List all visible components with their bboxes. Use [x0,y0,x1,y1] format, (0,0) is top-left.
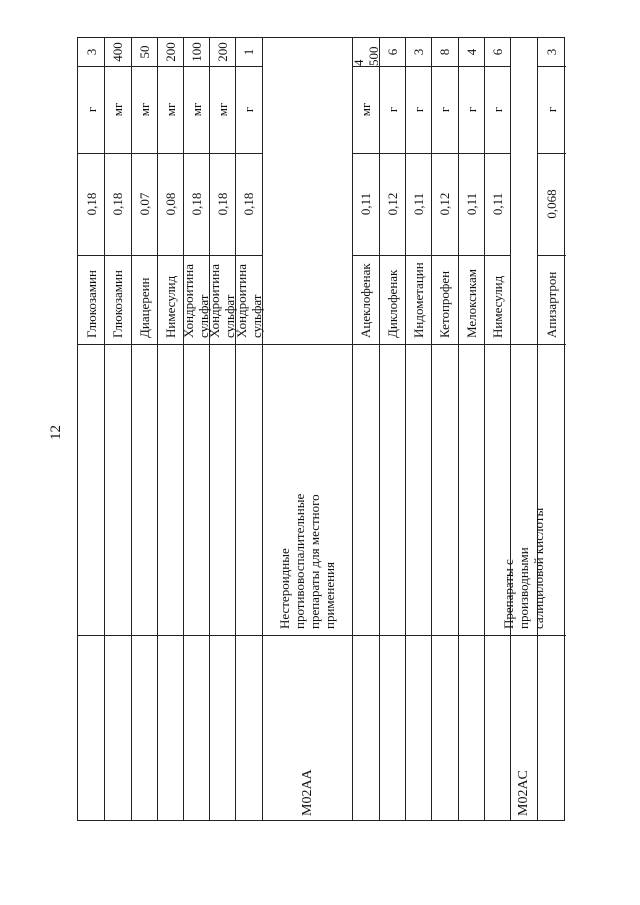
cell-text: 0,11 [489,192,505,216]
cell-text: мг [358,102,373,117]
cell-unit [131,66,157,153]
cell-coefficient [458,153,484,255]
cell-text: Глюкозамин [83,270,99,338]
cell-coefficient [537,153,566,255]
column-divider [235,635,262,636]
cell-group [262,38,352,635]
cell-text: Ацеклофенак [358,263,373,338]
column-divider [78,635,104,636]
column-divider [78,344,104,345]
cell-text: 0,18 [241,192,256,216]
cell-text: 0,12 [437,192,452,216]
cell-unit [183,66,209,153]
cell-coefficient [235,153,262,255]
cell-text: Глюкозамин [110,270,125,338]
column-divider [379,344,405,345]
column-divider [352,344,379,345]
cell-coefficient [104,153,131,255]
cell-text: 100 [188,42,204,62]
cell-text: 0,12 [384,192,400,216]
cell-text: 6 [489,48,505,56]
cell-unit [379,66,405,153]
drug-table [77,37,565,821]
cell-substance [405,255,431,344]
cell-text: Препараты с производными салициловой кислоты [501,507,546,629]
column-divider [209,344,235,345]
cell-dose [484,38,510,66]
column-divider [537,344,566,345]
column-divider [131,344,157,345]
cell-text: 0,18 [110,192,125,216]
cell-text: Кетопрофен [437,270,452,338]
cell-text: 0,068 [544,189,559,219]
cell-text: 8 [437,48,452,56]
cell-unit [431,66,458,153]
cell-coefficient [405,153,431,255]
cell-text: 0,11 [410,192,426,216]
column-divider [183,635,209,636]
cell-text: 1 [241,48,256,56]
column-divider [405,635,431,636]
cell-dose [405,38,431,66]
cell-unit [352,66,379,153]
column-divider [458,635,484,636]
cell-dose [157,38,183,66]
cell-coefficient [183,153,209,255]
cell-substance [131,255,157,344]
column-divider [157,344,183,345]
cell-coefficient [379,153,405,255]
cell-text: 6 [384,48,400,56]
cell-text: 200 [162,42,178,62]
cell-substance [484,255,510,344]
column-divider [484,635,510,636]
cell-coefficient [131,153,157,255]
cell-text: 0,11 [463,192,479,216]
cell-dose [183,38,209,66]
column-divider [104,635,131,636]
cell-unit [537,66,566,153]
cell-unit [78,66,104,153]
cell-text: г [241,106,256,113]
cell-text: г [437,106,452,113]
cell-text: 0,07 [136,192,152,216]
cell-text: г [384,106,400,113]
cell-code [262,635,352,822]
cell-substance [352,255,379,344]
cell-unit [458,66,484,153]
column-divider [183,344,209,345]
cell-text: 200 [214,42,230,62]
cell-dose [235,38,262,66]
cell-coefficient [209,153,235,255]
cell-text: Диацереин [136,277,152,338]
cell-dose [78,38,104,66]
cell-text: Мелоксикам [463,269,479,338]
column-divider [352,635,379,636]
cell-substance [537,255,566,344]
cell-text: 50 [136,45,152,59]
cell-substance [209,255,235,344]
column-divider [131,635,157,636]
cell-text: г [83,106,99,113]
cell-text: 4 [463,48,479,56]
cell-dose [431,38,458,66]
cell-text: Нимесулид [489,275,505,338]
cell-text: г [489,106,505,113]
cell-substance [78,255,104,344]
cell-text: 0,18 [83,192,99,216]
cell-text: г [544,106,559,113]
cell-text: мг [214,102,230,117]
column-divider [379,635,405,636]
cell-text: 3 [410,48,426,56]
cell-text: мг [110,102,125,117]
cell-substance [379,255,405,344]
column-divider [458,344,484,345]
cell-substance [183,255,209,344]
cell-text: мг [188,102,204,117]
cell-text: Апизартрон [544,271,559,338]
cell-dose [352,38,379,66]
cell-text: Нимесулид [162,275,178,338]
cell-text: 3 [83,48,99,56]
cell-text: Хондроитина сульфат [181,264,211,338]
cell-unit [209,66,235,153]
cell-substance [235,255,262,344]
cell-text: 0,11 [358,192,373,216]
cell-group [501,38,546,635]
column-divider [405,344,431,345]
cell-coefficient [431,153,458,255]
cell-text: 4 500 [350,46,381,66]
page-number [44,420,68,444]
cell-coefficient [157,153,183,255]
cell-text: мг [136,102,152,117]
cell-coefficient [484,153,510,255]
cell-text: г [463,106,479,113]
cell-text: 0,08 [162,192,178,216]
cell-text: Нестероидные противовоспалительные препараты для местного применения [277,493,337,629]
cell-dose [537,38,566,66]
column-divider [537,635,566,636]
cell-text: M02AA [299,769,315,816]
column-divider [209,635,235,636]
cell-text: мг [162,102,178,117]
cell-code [510,635,537,822]
cell-dose [104,38,131,66]
column-divider [484,344,510,345]
cell-text: Индометацин [410,262,426,338]
cell-substance [431,255,458,344]
cell-unit [104,66,131,153]
cell-text: M02AC [516,770,531,816]
cell-substance [157,255,183,344]
cell-text: Хондроитина сульфат [207,264,237,338]
cell-unit [405,66,431,153]
cell-unit [235,66,262,153]
column-divider [104,344,131,345]
cell-coefficient [352,153,379,255]
cell-unit [157,66,183,153]
column-divider [431,635,458,636]
cell-substance [104,255,131,344]
cell-dose [458,38,484,66]
cell-coefficient [78,153,104,255]
cell-text: 0,18 [214,192,230,216]
column-divider [431,344,458,345]
column-divider [157,635,183,636]
cell-text: г [410,106,426,113]
cell-text: 400 [110,42,125,62]
cell-text: 3 [544,48,559,56]
cell-text: 0,18 [188,192,204,216]
cell-substance [458,255,484,344]
cell-dose [379,38,405,66]
cell-text: Диклофенак [384,269,400,338]
cell-text: Хондроитина сульфат [233,264,264,338]
cell-unit [484,66,510,153]
column-divider [235,344,262,345]
page-number-text: 12 [47,424,64,440]
cell-dose [209,38,235,66]
cell-dose [131,38,157,66]
